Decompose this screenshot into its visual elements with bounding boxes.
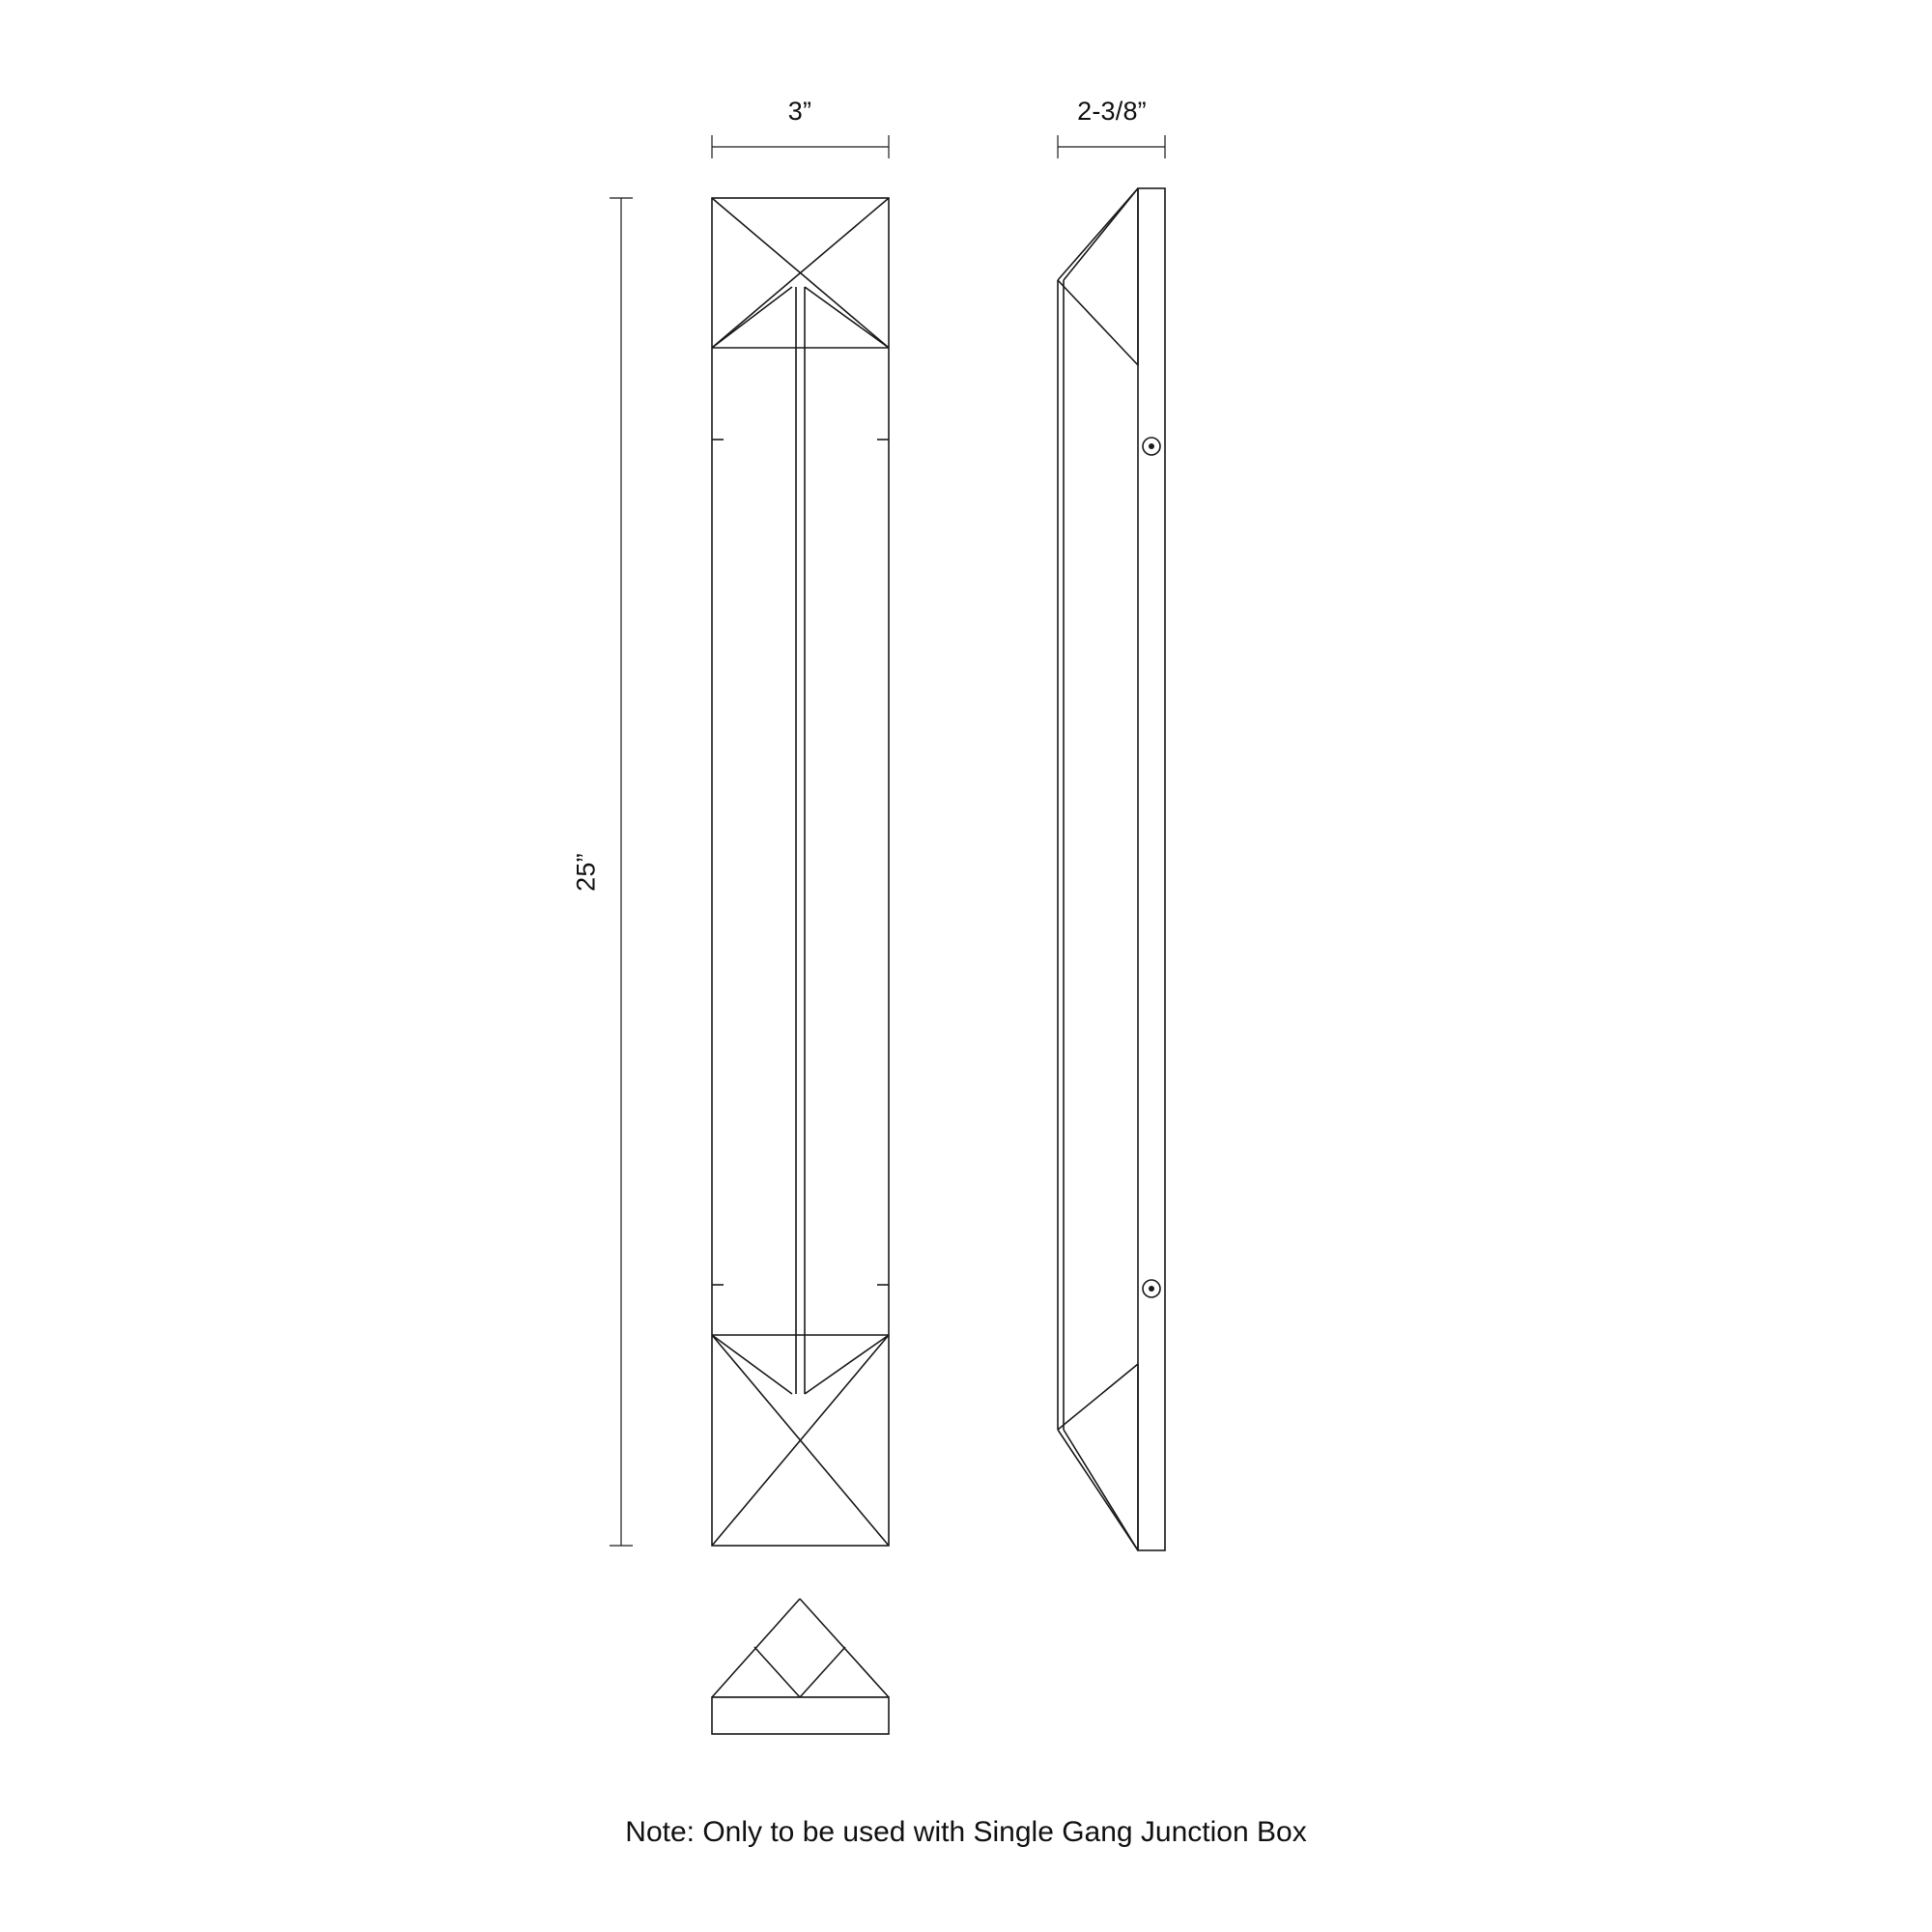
width-dimension <box>712 135 889 158</box>
top-plan-geometry <box>712 1599 889 1734</box>
depth-dimension-label: 2-3/8” <box>1077 97 1147 126</box>
drawing-note: Note: Only to be used with Single Gang Junction Box <box>625 1816 1307 1848</box>
depth-dimension <box>1058 135 1165 158</box>
height-dimension-label: 25” <box>571 853 601 892</box>
width-dimension-label: 3” <box>787 97 812 126</box>
height-dimension <box>610 198 633 1546</box>
front-elevation-geometry <box>712 198 889 1546</box>
side-elevation-geometry <box>1058 188 1165 1550</box>
